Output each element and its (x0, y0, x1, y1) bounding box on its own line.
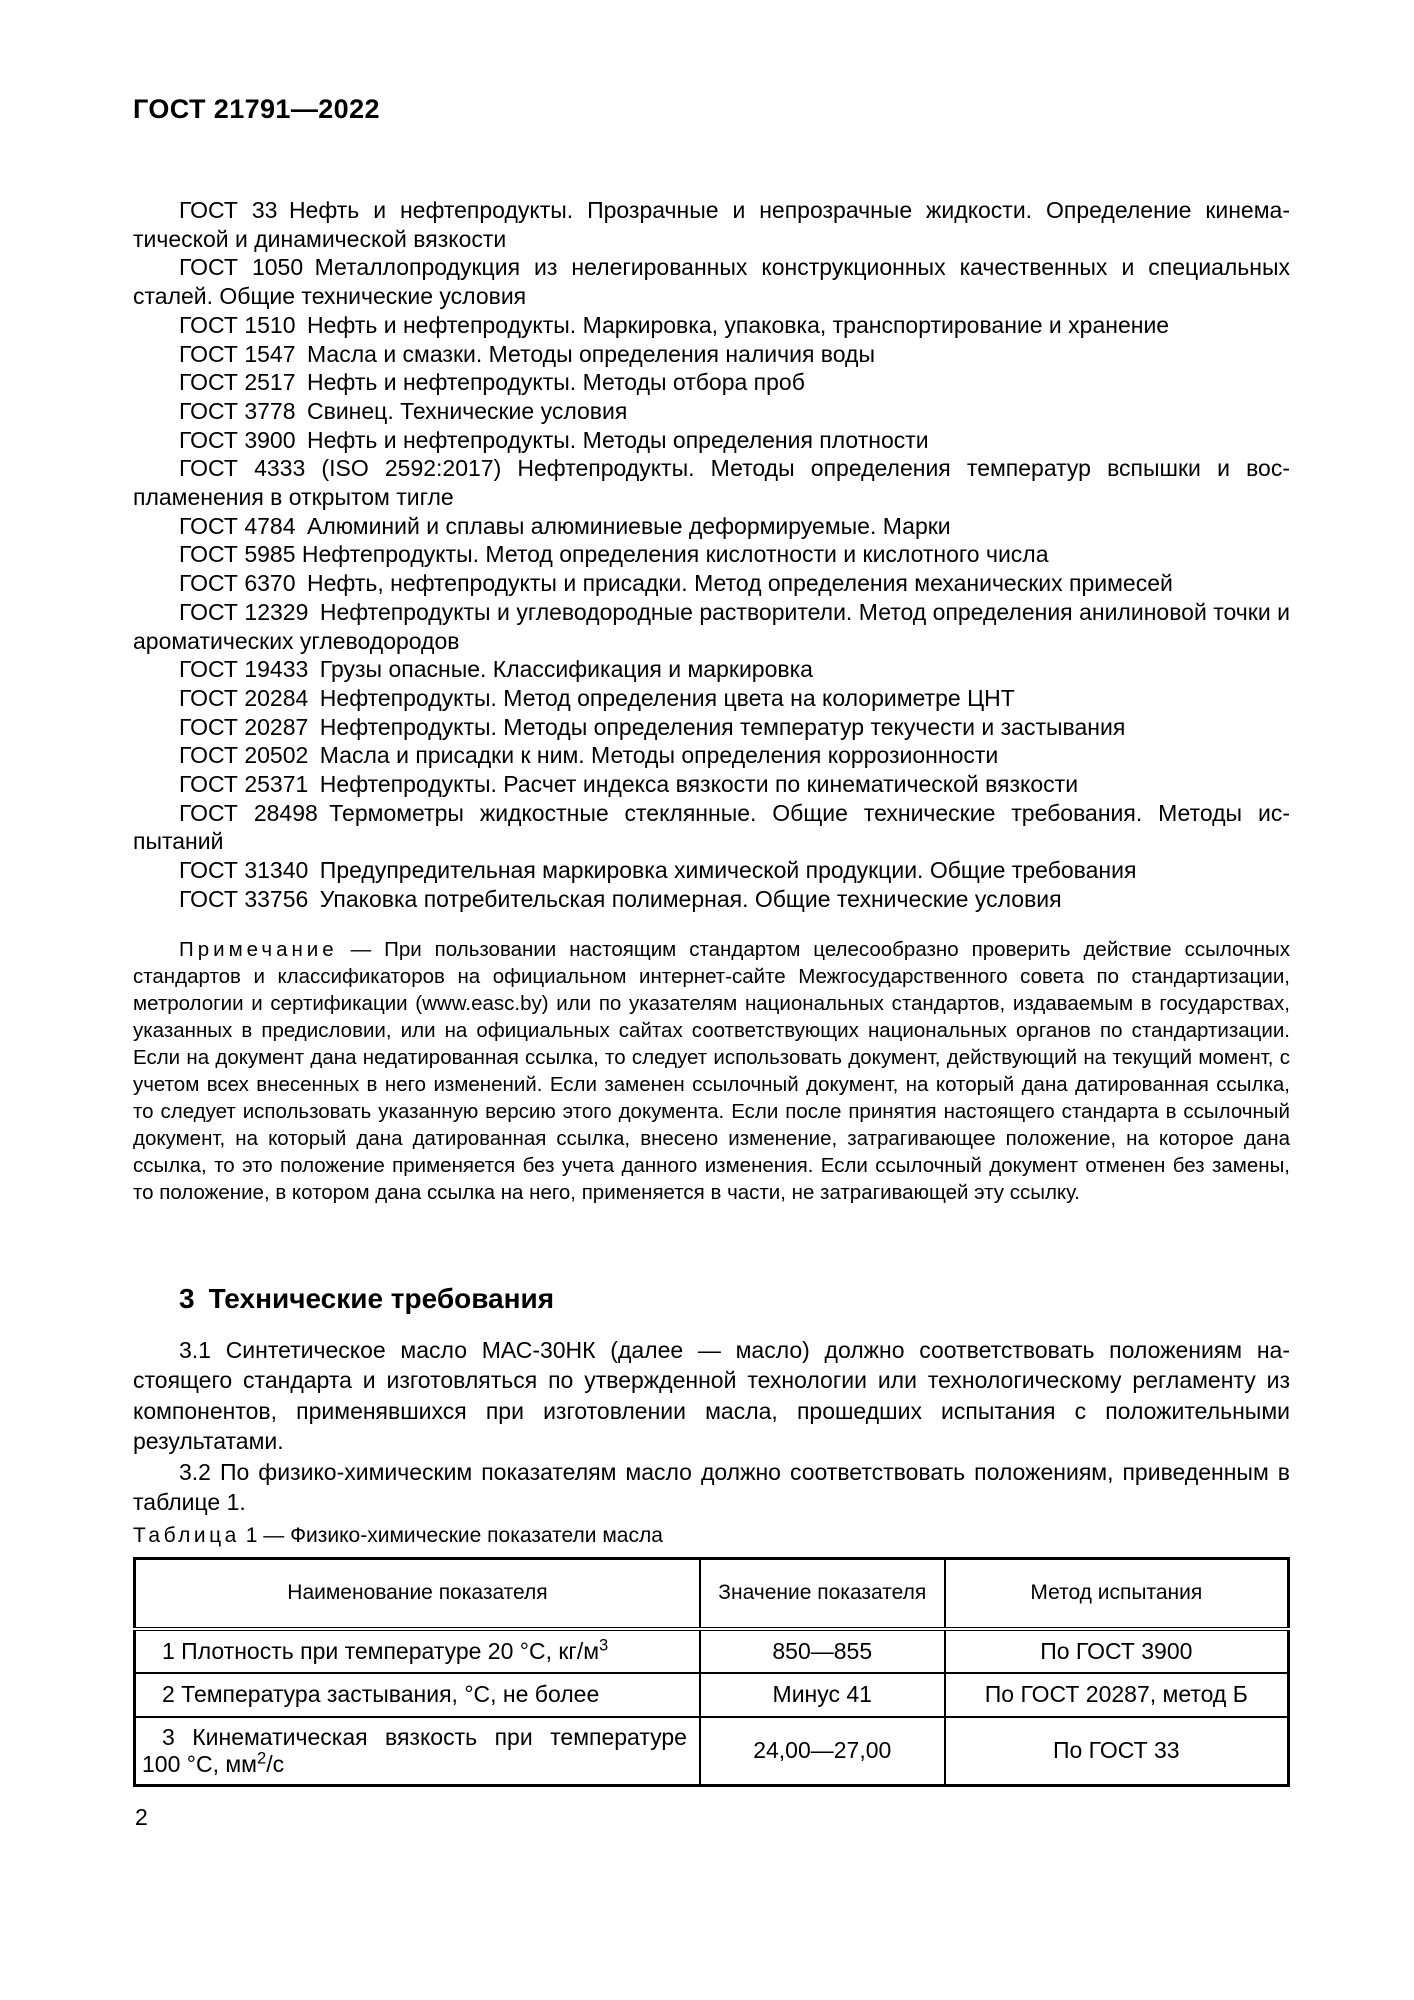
table-caption-number: 1 (245, 1524, 258, 1547)
reference-item: ГОСТ 5985 Нефтепродукты. Метод определения кислотности и кислотного числа (179, 541, 1049, 568)
reference-item: ГОСТ 28498 Термометры жидкостные стеклянные. Общие технические требования. Методы испытаний (133, 799, 1290, 855)
reference-item: ГОСТ 6370 Нефть, нефтепродукты и присадки. Метод определения механических примесей (179, 570, 1173, 597)
cell-test-method: По ГОСТ 20287, метод Б (945, 1673, 1289, 1717)
table-header-row (135, 1559, 1289, 1629)
column-header-method: Метод испытания (945, 1559, 1289, 1629)
table-caption-dash: — (263, 1524, 285, 1547)
reference-item: ГОСТ 33 Нефть и нефтепродукты. Прозрачные и непрозрачные жидкости. Определение кинематической и динамической вязкости (133, 197, 1290, 252)
reference-item: ГОСТ 25371 Нефтепродукты. Расчет индекса вязкости по кинематической вязкости (179, 771, 1079, 798)
reference-item: ГОСТ 1510 Нефть и нефтепродукты. Маркировка, упаковка, транспортирование и хранение (179, 311, 1170, 338)
note-label: Примечание (179, 938, 338, 961)
reference-item: ГОСТ 31340 Предупредительная маркировка химической продукции. Общие требования (179, 857, 1137, 884)
reference-item: ГОСТ 3778 Свинец. Технические условия (179, 397, 628, 424)
reference-item: ГОСТ 1547 Масла и смазки. Методы определения наличия воды (179, 340, 875, 367)
reference-item: ГОСТ 20502 Масла и присадки к ним. Методы определения коррозионности (179, 742, 999, 769)
section-paragraphs (133, 1335, 1290, 1517)
properties-table (133, 1557, 1290, 1787)
superscript: 3 (599, 1634, 609, 1654)
reference-item: ГОСТ 20284 Нефтепродукты. Метод определения цвета на колориметре ЦНТ (179, 684, 1015, 711)
cell-indicator-name: 2 Температура застывания, °С, не более (135, 1673, 700, 1717)
cell-test-method: По ГОСТ 3900 (945, 1629, 1289, 1673)
table-caption (133, 1524, 1290, 1548)
cell-indicator-name: 3 Кинематическая вязкость при температуре 100 °С, $мм^2/с$ (135, 1717, 700, 1786)
reference-item: ГОСТ 20287 Нефтепродукты. Методы определения температур текучести и застывания (179, 713, 1126, 740)
table-caption-label: Таблица (133, 1524, 240, 1547)
reference-item: ГОСТ 12329 Нефтепродукты и углеводородные растворители. Метод определения анилиновой точки и ароматических углеводородов (133, 598, 1290, 654)
reference-item: ГОСТ 1050 Металлопродукция из нелегированных конструкционных качественных и специальных сталей. Общие технические условия (133, 254, 1290, 310)
cell-indicator-value: Минус 41 (700, 1673, 945, 1717)
table-row (135, 1673, 1289, 1717)
reference-item: ГОСТ 33756 Упаковка потребительская полимерная. Общие технические условия (179, 885, 1062, 912)
note-text: — При пользовании настоящим стандартом целесообразно проверить действие ссылочных стандартов и классификаторов на официальном интернет-сайте Межгосударственного совета по стандартизации, метрологии и сертификации (www.easc.by) или по указателям национальных стандартов, издаваемым в государствах, указанных в предисловии, или на официальных сайтах соответствующих национальных органов по стандартизации. Если на документ дана недатированная ссылка, то следует использовать документ, действующий на текущий момент, с учетом всех внесенных в него изменений. Если заменен ссылочный документ, на который дана датированная ссылка, то следует использовать указанную версию этого документа. Если после принятия настоящего стандарта в ссылочный документ, на который дана датированная ссылка, внесено изменение, затрагивающее положение, на которое дана ссылка, то это положение применяется без учета данного изменения. Если ссылочный документ отменен без замены, то положение, в котором дана ссылка на него, применяется в части, не затрагивающей эту ссылку. (133, 938, 1290, 1204)
table-row (135, 1629, 1289, 1673)
reference-item: ГОСТ 19433 Грузы опасные. Классификация и маркировка (179, 656, 813, 683)
paragraph-3-1: 3.1 Синтетическое масло МАС-30НК (далее — масло) должно соответствовать положениям настоящего стандарта и изготовляться по утвержденной технологии или технологическому регламенту из компонентов, применявшихся при изготовлении масла, прошедших испытания с положительными результатами. (133, 1337, 1290, 1455)
note-paragraph (133, 936, 1290, 1206)
references-list (133, 196, 1290, 914)
reference-item: ГОСТ 4784 Алюминий и сплавы алюминиевые деформируемые. Марки (179, 512, 951, 539)
column-header-name: Наименование показателя (135, 1559, 700, 1629)
section-heading (179, 1283, 554, 1315)
reference-item: ГОСТ 2517 Нефть и нефтепродукты. Методы отбора проб (179, 369, 805, 396)
reference-item: ГОСТ 3900 Нефть и нефтепродукты. Методы определения плотности (179, 426, 929, 453)
paragraph-3-2: 3.2 По физико-химическим показателям масло должно соответствовать положениям, приведенным в таблице 1. (133, 1458, 1290, 1516)
cell-indicator-value: 850—855 (700, 1629, 945, 1673)
document-header: ГОСТ 21791—2022 (133, 94, 380, 124)
page-number: 2 (135, 1804, 148, 1830)
section-title: Технические требования (208, 1283, 555, 1314)
superscript: 2 (256, 1747, 267, 1767)
section-number: 3 (179, 1283, 195, 1314)
column-header-value: Значение показателя (700, 1559, 945, 1629)
cell-test-method: По ГОСТ 33 (945, 1717, 1289, 1786)
cell-indicator-value: 24,00—27,00 (700, 1717, 945, 1786)
reference-item: ГОСТ 4333 (ISO 2592:2017) Нефтепродукты. Методы определения температур вспышки и воспламенения в открытом тигле (133, 455, 1290, 511)
table-row (135, 1717, 1289, 1786)
table-caption-title: Физико-химические показатели масла (290, 1524, 663, 1547)
cell-indicator-name: 1 Плотность при температуре 20 °С, $кг/м^3$ (135, 1629, 700, 1673)
